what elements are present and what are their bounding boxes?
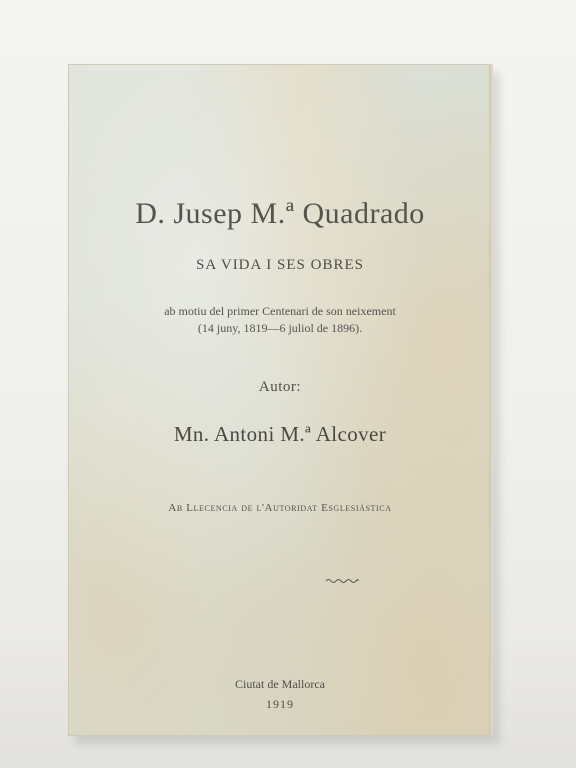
- author-label: Autor:: [258, 379, 302, 395]
- occasion-line-1: ab motiu del primer Centenari de son neixement: [164, 304, 396, 318]
- publication-year: 1919: [266, 697, 294, 711]
- book-cover: [68, 64, 492, 736]
- book-title: D. Jusep M.ª Quadrado: [135, 197, 425, 230]
- publication-place: Ciutat de Mallorca: [235, 677, 325, 691]
- license-line: Ab Llecencia de l'Autoridat Esglesiástica: [168, 502, 392, 514]
- wavy-rule-ornament-icon: [325, 577, 359, 585]
- author-name: Mn. Antoni M.ª Alcover: [173, 422, 387, 446]
- book-subtitle: SA VIDA I SES OBRES: [196, 257, 364, 273]
- occasion-line-2: (14 juny, 1819—6 juliol de 1896).: [197, 321, 363, 335]
- occasion-text: [69, 303, 491, 337]
- book-page-edge: [489, 64, 493, 736]
